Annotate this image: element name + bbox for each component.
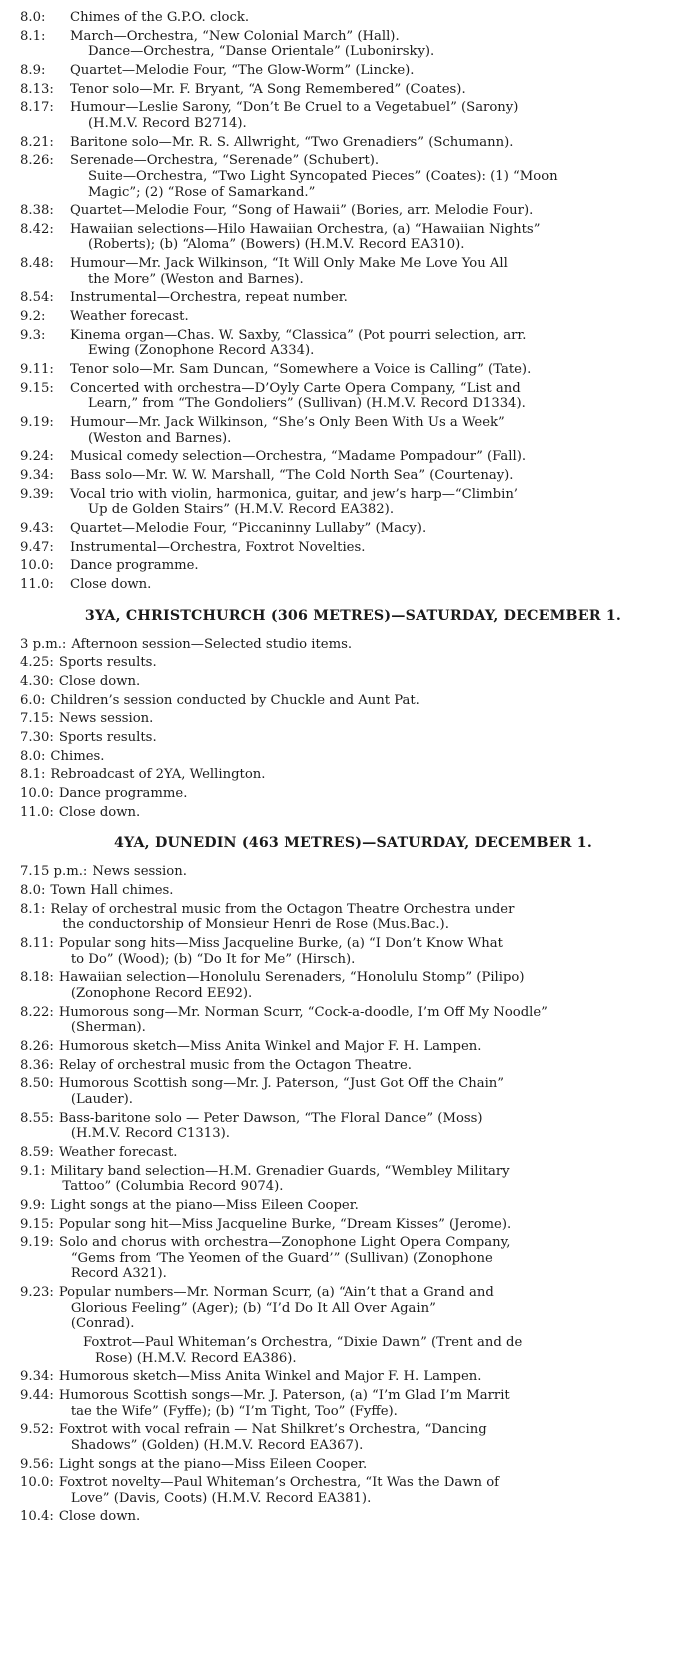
entry-description bbox=[59, 1039, 686, 1055]
entry-line: Quartet—Melodie Four, “The Glow-Worm” (Lincke). bbox=[70, 62, 415, 78]
entry-line: Humour—Mr. Jack Wilkinson, “It Will Only Make Me Love You All bbox=[70, 256, 508, 272]
entry-description bbox=[70, 203, 686, 219]
entry-time: 8.50: bbox=[20, 1076, 54, 1092]
entry-description bbox=[59, 1388, 686, 1419]
entry-time: 8.22: bbox=[20, 1004, 54, 1020]
entry-time: 9.9: bbox=[20, 1197, 46, 1213]
entry-line: Shadows” (Golden) (H.M.V. Record EA367). bbox=[70, 1437, 364, 1453]
entry-time: 9.2: bbox=[20, 309, 46, 325]
entry-line: Town Hall chimes. bbox=[50, 883, 174, 899]
entry-line: Foxtrot—Paul Whiteman’s Orchestra, “Dixie Dawn” (Trent and de bbox=[83, 1334, 523, 1350]
entry-time: 8.0: bbox=[20, 883, 46, 899]
entry-line: Humour—Mr. Jack Wilkinson, “She’s Only Been With Us a Week” bbox=[70, 415, 505, 431]
programme-entry bbox=[20, 767, 686, 783]
entry-line: Instrumental—Orchestra, repeat number. bbox=[70, 290, 348, 306]
entry-line: Humorous Scottish songs—Mr. J. Paterson, (a) “I’m Glad I’m Marrit bbox=[58, 1387, 510, 1403]
entry-description bbox=[50, 902, 686, 933]
programme-entry bbox=[20, 1475, 686, 1506]
entry-description bbox=[59, 1475, 686, 1506]
entry-line: Close down. bbox=[70, 577, 152, 593]
entry-time: 10.0: bbox=[20, 558, 54, 574]
entry-description bbox=[59, 805, 686, 821]
entry-time: 9.47: bbox=[20, 539, 54, 555]
programme-section-2ya bbox=[20, 10, 686, 593]
entry-time: 8.38: bbox=[20, 203, 54, 219]
entry-line: Humorous sketch—Miss Anita Winkel and Major F. H. Lampen. bbox=[58, 1369, 482, 1385]
entry-line: Solo and chorus with orchestra—Zonophone Light Opera Company, bbox=[58, 1235, 511, 1251]
entry-line: Hawaiian selection—Honolulu Serenaders, “Honolulu Stomp” (Pilipo) bbox=[58, 970, 525, 986]
programme-entry bbox=[20, 1111, 686, 1142]
entry-time: 8.36: bbox=[20, 1057, 54, 1073]
entry-time: 10.0: bbox=[20, 1475, 54, 1491]
entry-line: Light songs at the piano—Miss Eileen Cooper. bbox=[50, 1197, 359, 1213]
programme-entry bbox=[20, 415, 686, 446]
entry-time: 9.39: bbox=[20, 486, 54, 502]
entry-line: Bass-baritone solo — Peter Dawson, “The Floral Dance” (Moss) bbox=[58, 1110, 483, 1126]
programme-entry bbox=[20, 1422, 686, 1453]
programme-entry bbox=[20, 1369, 686, 1385]
programme-entry bbox=[20, 1457, 686, 1473]
programme-entry bbox=[20, 256, 686, 287]
programme-entry bbox=[20, 1335, 686, 1366]
entry-time: 7.15: bbox=[20, 711, 54, 727]
entry-description bbox=[70, 468, 686, 484]
entry-description bbox=[70, 100, 686, 131]
entry-time: 9.15: bbox=[20, 1216, 54, 1232]
entry-description bbox=[70, 222, 686, 253]
entry-line: Magic”; (2) “Rose of Samarkand.” bbox=[88, 184, 316, 200]
programme-entry bbox=[20, 637, 686, 653]
entry-line: Suite—Orchestra, “Two Light Syncopated Pieces” (Coates): (1) “Moon bbox=[88, 168, 558, 184]
programme-section-3ya bbox=[20, 637, 686, 821]
entry-time: 9.23: bbox=[20, 1285, 54, 1301]
programme-entry bbox=[20, 711, 686, 727]
entry-time: 8.55: bbox=[20, 1110, 54, 1126]
entry-time: 8.0: bbox=[20, 748, 46, 764]
entry-time: 8.17: bbox=[20, 100, 54, 116]
entry-line: the conductorship of Monsieur Henri de Rose (Mus.Bac.). bbox=[62, 917, 449, 933]
programme-entry bbox=[20, 10, 686, 26]
programme-entry bbox=[20, 449, 686, 465]
programme-entry bbox=[20, 936, 686, 967]
entry-line: Weather forecast. bbox=[70, 309, 189, 325]
entry-line: News session. bbox=[58, 711, 154, 727]
entry-line: Tenor solo—Mr. Sam Duncan, “Somewhere a Voice is Calling” (Tate). bbox=[70, 362, 532, 378]
programme-entry bbox=[20, 100, 686, 131]
entry-description bbox=[70, 82, 686, 98]
entry-line: Popular numbers—Mr. Norman Scurr, (a) “Ain’t that a Grand and bbox=[58, 1285, 494, 1301]
programme-entry bbox=[20, 1145, 686, 1161]
entry-line: Ewing (Zonophone Record A334). bbox=[88, 343, 315, 359]
programme-entry bbox=[20, 1005, 686, 1036]
programme-entry bbox=[20, 864, 686, 880]
entry-description bbox=[50, 1164, 686, 1195]
entry-line: Popular song hits—Miss Jacqueline Burke, (a) “I Don’t Know What bbox=[58, 936, 503, 952]
entry-line: Sports results. bbox=[58, 655, 157, 671]
entry-description bbox=[83, 1335, 686, 1366]
entry-line: Rose) (H.M.V. Record EA386). bbox=[95, 1350, 297, 1366]
programme-section-4ya bbox=[20, 864, 686, 1525]
entry-line: Chimes. bbox=[50, 748, 105, 764]
entry-line: Love” (Davis, Coots) (H.M.V. Record EA381). bbox=[70, 1490, 372, 1506]
entry-time: 8.42: bbox=[20, 221, 54, 237]
entry-line: Dance programme. bbox=[58, 786, 188, 802]
entry-time: 8.54: bbox=[20, 290, 54, 306]
entry-time: 11.0: bbox=[20, 577, 54, 593]
entry-line: Learn,” from “The Gondoliers” (Sullivan) (H.M.V. Record D1334). bbox=[88, 396, 526, 412]
entry-description bbox=[59, 711, 686, 727]
programme-entry bbox=[20, 674, 686, 690]
entry-time: 9.34: bbox=[20, 468, 54, 484]
entry-line: Humour—Leslie Sarony, “Don’t Be Cruel to a Vegetabuel” (Sarony) bbox=[70, 100, 519, 116]
entry-description bbox=[59, 655, 686, 671]
programme-entry bbox=[20, 805, 686, 821]
entry-description bbox=[70, 521, 686, 537]
entry-line: Popular song hit—Miss Jacqueline Burke, “Dream Kisses” (Jerome). bbox=[58, 1216, 512, 1232]
entry-time: 4.30: bbox=[20, 674, 54, 690]
entry-line: Humorous sketch—Miss Anita Winkel and Major F. H. Lampen. bbox=[58, 1038, 482, 1054]
entry-description bbox=[70, 290, 686, 306]
entry-time: 9.34: bbox=[20, 1369, 54, 1385]
entry-time: 9.19: bbox=[20, 415, 54, 431]
programme-entry bbox=[20, 1198, 686, 1214]
entry-time: 6.0: bbox=[20, 692, 46, 708]
entry-time: 8.26: bbox=[20, 1038, 54, 1054]
entry-time: 9.24: bbox=[20, 449, 54, 465]
entry-line: Up de Golden Stairs” (H.M.V. Record EA382). bbox=[88, 502, 395, 518]
programme-entry bbox=[20, 487, 686, 518]
entry-description bbox=[70, 63, 686, 79]
programme-entry bbox=[20, 381, 686, 412]
entry-description bbox=[50, 1198, 686, 1214]
entry-description bbox=[59, 1111, 686, 1142]
entry-line: Tattoo” (Columbia Record 9074). bbox=[62, 1179, 284, 1195]
programme-entry bbox=[20, 135, 686, 151]
entry-time: 9.1: bbox=[20, 1163, 46, 1179]
entry-line: Relay of orchestral music from the Octagon Theatre Orchestra under bbox=[50, 901, 515, 917]
entry-time: 8.1: bbox=[20, 901, 46, 917]
entry-description bbox=[70, 577, 686, 593]
entry-description bbox=[59, 1005, 686, 1036]
entry-line: Relay of orchestral music from the Octagon Theatre. bbox=[58, 1057, 413, 1073]
entry-time: 8.1: bbox=[20, 28, 46, 44]
entry-description bbox=[59, 1422, 686, 1453]
programme-entry bbox=[20, 468, 686, 484]
entry-line: Children’s session conducted by Chuckle and Aunt Pat. bbox=[50, 692, 420, 708]
entry-time: 9.43: bbox=[20, 521, 54, 536]
entry-time: 8.59: bbox=[20, 1144, 54, 1160]
entry-description bbox=[59, 1058, 686, 1074]
entry-line: to Do” (Wood); (b) “Do It for Me” (Hirsch). bbox=[70, 951, 356, 967]
entry-line: Baritone solo—Mr. R. S. Allwright, “Two Grenadiers” (Schumann). bbox=[70, 134, 514, 150]
entry-line: Humorous song—Mr. Norman Scurr, “Cock-a-doodle, I’m Off My Noodle” bbox=[58, 1004, 548, 1020]
entry-description bbox=[50, 883, 686, 899]
programme-entry bbox=[20, 1235, 686, 1282]
entry-description bbox=[59, 1235, 686, 1282]
entry-line: Dance—Orchestra, “Danse Orientale” (Lubonirsky). bbox=[88, 44, 435, 60]
entry-line: (Weston and Barnes). bbox=[88, 430, 232, 446]
programme-entry bbox=[20, 577, 686, 593]
entry-line: Instrumental—Orchestra, Foxtrot Novelties. bbox=[70, 539, 366, 555]
programme-entry bbox=[20, 693, 686, 709]
entry-description bbox=[59, 1285, 686, 1332]
entry-time: 9.19: bbox=[20, 1235, 54, 1251]
entry-time: 9.52: bbox=[20, 1422, 54, 1438]
entry-time: 3 p.m.: bbox=[20, 636, 67, 652]
entry-description bbox=[71, 637, 686, 653]
section-heading-3ya: 3YA, CHRISTCHURCH (306 METRES)—SATURDAY, DECEMBER 1. bbox=[84, 607, 622, 624]
entry-time: 8.11: bbox=[20, 936, 54, 952]
entry-description bbox=[70, 487, 686, 518]
entry-line: Close down. bbox=[58, 804, 141, 820]
entry-description bbox=[59, 674, 686, 690]
programme-entry bbox=[20, 786, 686, 802]
programme-entry bbox=[20, 558, 686, 574]
entry-description bbox=[70, 558, 686, 574]
entry-time: 9.11: bbox=[20, 362, 54, 378]
entry-description bbox=[59, 1457, 686, 1473]
entry-description bbox=[92, 864, 686, 880]
entry-description bbox=[70, 29, 686, 60]
programme-entry bbox=[20, 309, 686, 325]
entry-description bbox=[59, 786, 686, 802]
entry-time: 8.18: bbox=[20, 970, 54, 986]
entry-line: Rebroadcast of 2YA, Wellington. bbox=[50, 767, 266, 783]
entry-line: Close down. bbox=[58, 674, 141, 690]
entry-line: Kinema organ—Chas. W. Saxby, “Classica” (Pot pourri selection, arr. bbox=[70, 327, 527, 343]
entry-line: tae the Wife” (Fyffe); (b) “I’m Tight, Too” (Fyffe). bbox=[70, 1403, 398, 1419]
entry-line: Afternoon session—Selected studio items. bbox=[71, 636, 353, 652]
entry-description bbox=[50, 767, 686, 783]
entry-line: News session. bbox=[92, 864, 187, 880]
entry-line: Hawaiian selections—Hilo Hawaiian Orchestra, (a) “Hawaiian Nights” bbox=[70, 221, 541, 237]
entry-line: Record A321). bbox=[70, 1266, 167, 1282]
entry-time: 8.13: bbox=[20, 81, 54, 97]
entry-description bbox=[70, 328, 686, 359]
programme-entry bbox=[20, 655, 686, 671]
entry-line: Weather forecast. bbox=[58, 1144, 178, 1160]
entry-description bbox=[70, 153, 686, 200]
entry-line: “Gems from ‘The Yeomen of the Guard’” (Sullivan) (Zonophone bbox=[70, 1250, 493, 1266]
entry-description bbox=[70, 449, 686, 465]
programme-entry bbox=[20, 328, 686, 359]
entry-line: (Roberts); (b) “Aloma” (Bowers) (H.M.V. Record EA310). bbox=[88, 237, 465, 253]
entry-line: Sports results. bbox=[58, 730, 157, 746]
entry-description bbox=[59, 936, 686, 967]
entry-description bbox=[70, 415, 686, 446]
entry-line: Light songs at the piano—Miss Eileen Cooper. bbox=[58, 1456, 368, 1472]
programme-entry bbox=[20, 29, 686, 60]
programme-entry bbox=[20, 749, 686, 765]
entry-line: (Conrad). bbox=[70, 1316, 135, 1332]
entry-line: the More” (Weston and Barnes). bbox=[88, 271, 304, 287]
programme-entry bbox=[20, 222, 686, 253]
entry-time: 8.9: bbox=[20, 62, 46, 78]
entry-line: (Sherman). bbox=[70, 1020, 146, 1036]
programme-entry bbox=[20, 970, 686, 1001]
entry-description bbox=[59, 1369, 686, 1385]
entry-line: Concerted with orchestra—D’Oyly Carte Opera Company, “List and bbox=[70, 380, 521, 396]
programme-entry bbox=[20, 883, 686, 899]
entry-description bbox=[59, 970, 686, 1001]
entry-description bbox=[70, 309, 686, 325]
entry-time: 9.44: bbox=[20, 1387, 54, 1403]
entry-line: Bass solo—Mr. W. W. Marshall, “The Cold North Sea” (Courtenay). bbox=[70, 468, 514, 484]
entry-line: Chimes of the G.P.O. clock. bbox=[70, 10, 250, 25]
entry-description bbox=[59, 1076, 686, 1107]
entry-line: Foxtrot novelty—Paul Whiteman’s Orchestra, “It Was the Dawn of bbox=[58, 1475, 500, 1491]
entry-line: (H.M.V. Record B2714). bbox=[88, 115, 247, 131]
entry-line: Military band selection—H.M. Grenadier Guards, “Wembley Military bbox=[50, 1163, 510, 1179]
programme-entry bbox=[20, 1164, 686, 1195]
programme-entry bbox=[20, 1039, 686, 1055]
entry-description bbox=[70, 135, 686, 151]
entry-description bbox=[70, 256, 686, 287]
programme-entry bbox=[20, 540, 686, 556]
entry-line: Dance programme. bbox=[70, 558, 199, 574]
entry-line: Vocal trio with violin, harmonica, guitar, and jew’s harp—“Climbin’ bbox=[70, 486, 518, 502]
entry-line: Glorious Feeling” (Ager); (b) “I’d Do It All Over Again” bbox=[70, 1300, 436, 1316]
entry-description bbox=[59, 1145, 686, 1161]
programme-entry bbox=[20, 1217, 686, 1233]
entry-time: 10.0: bbox=[20, 786, 54, 802]
entry-description bbox=[70, 381, 686, 412]
programme-entry bbox=[20, 153, 686, 200]
entry-time: 8.1: bbox=[20, 767, 46, 783]
programme-entry bbox=[20, 730, 686, 746]
entry-line: (Lauder). bbox=[70, 1091, 133, 1107]
entry-time: 11.0: bbox=[20, 804, 54, 820]
entry-description bbox=[50, 693, 686, 709]
entry-line: Musical comedy selection—Orchestra, “Madame Pompadour” (Fall). bbox=[70, 449, 527, 465]
programme-entry bbox=[20, 362, 686, 378]
entry-time: 7.15 p.m.: bbox=[20, 864, 88, 880]
programme-entry bbox=[20, 1509, 686, 1525]
entry-description bbox=[59, 730, 686, 746]
programme-entry bbox=[20, 902, 686, 933]
entry-line: (H.M.V. Record C1313). bbox=[70, 1126, 230, 1142]
entry-description bbox=[59, 1509, 686, 1525]
entry-description bbox=[70, 362, 686, 378]
entry-time: 8.26: bbox=[20, 153, 54, 169]
entry-time: 8.48: bbox=[20, 256, 54, 272]
programme-entry bbox=[20, 1388, 686, 1419]
entry-description bbox=[59, 1217, 686, 1233]
entry-time: 7.30: bbox=[20, 730, 54, 746]
entry-time: 9.3: bbox=[20, 327, 46, 343]
entry-time: 9.56: bbox=[20, 1456, 54, 1472]
entry-description bbox=[70, 540, 686, 556]
section-heading-4ya: 4YA, DUNEDIN (463 METRES)—SATURDAY, DECEMBER 1. bbox=[113, 835, 593, 852]
entry-description bbox=[70, 10, 686, 26]
entry-line: Foxtrot with vocal refrain — Nat Shilkret’s Orchestra, “Dancing bbox=[58, 1422, 487, 1438]
entry-line: (Zonophone Record EE92). bbox=[70, 985, 253, 1001]
entry-line: March—Orchestra, “New Colonial March” (Hall). bbox=[70, 28, 400, 44]
entry-time: 9.15: bbox=[20, 380, 54, 396]
programme-entry bbox=[20, 63, 686, 79]
entry-time: 4.25: bbox=[20, 655, 54, 671]
entry-line: Serenade—Orchestra, “Serenade” (Schubert). bbox=[70, 153, 380, 169]
programme-entry bbox=[20, 1076, 686, 1107]
programme-entry bbox=[20, 1058, 686, 1074]
programme-entry bbox=[20, 203, 686, 219]
entry-time: 8.0: bbox=[20, 10, 46, 25]
programme-entry bbox=[20, 521, 686, 537]
entry-line: Quartet—Melodie Four, “Piccaninny Lullaby” (Macy). bbox=[70, 521, 427, 536]
entry-line: Close down. bbox=[58, 1509, 141, 1525]
entry-time: 10.4: bbox=[20, 1509, 54, 1525]
entry-line: Quartet—Melodie Four, “Song of Hawaii” (Bories, arr. Melodie Four). bbox=[70, 203, 534, 219]
entry-line: Humorous Scottish song—Mr. J. Paterson, “Just Got Off the Chain” bbox=[58, 1076, 505, 1092]
entry-line: Tenor solo—Mr. F. Bryant, “A Song Remembered” (Coates). bbox=[70, 81, 466, 97]
programme-entry bbox=[20, 1285, 686, 1332]
entry-time: 8.21: bbox=[20, 134, 54, 150]
entry-description bbox=[50, 749, 686, 765]
programme-entry bbox=[20, 290, 686, 306]
programme-entry bbox=[20, 82, 686, 98]
